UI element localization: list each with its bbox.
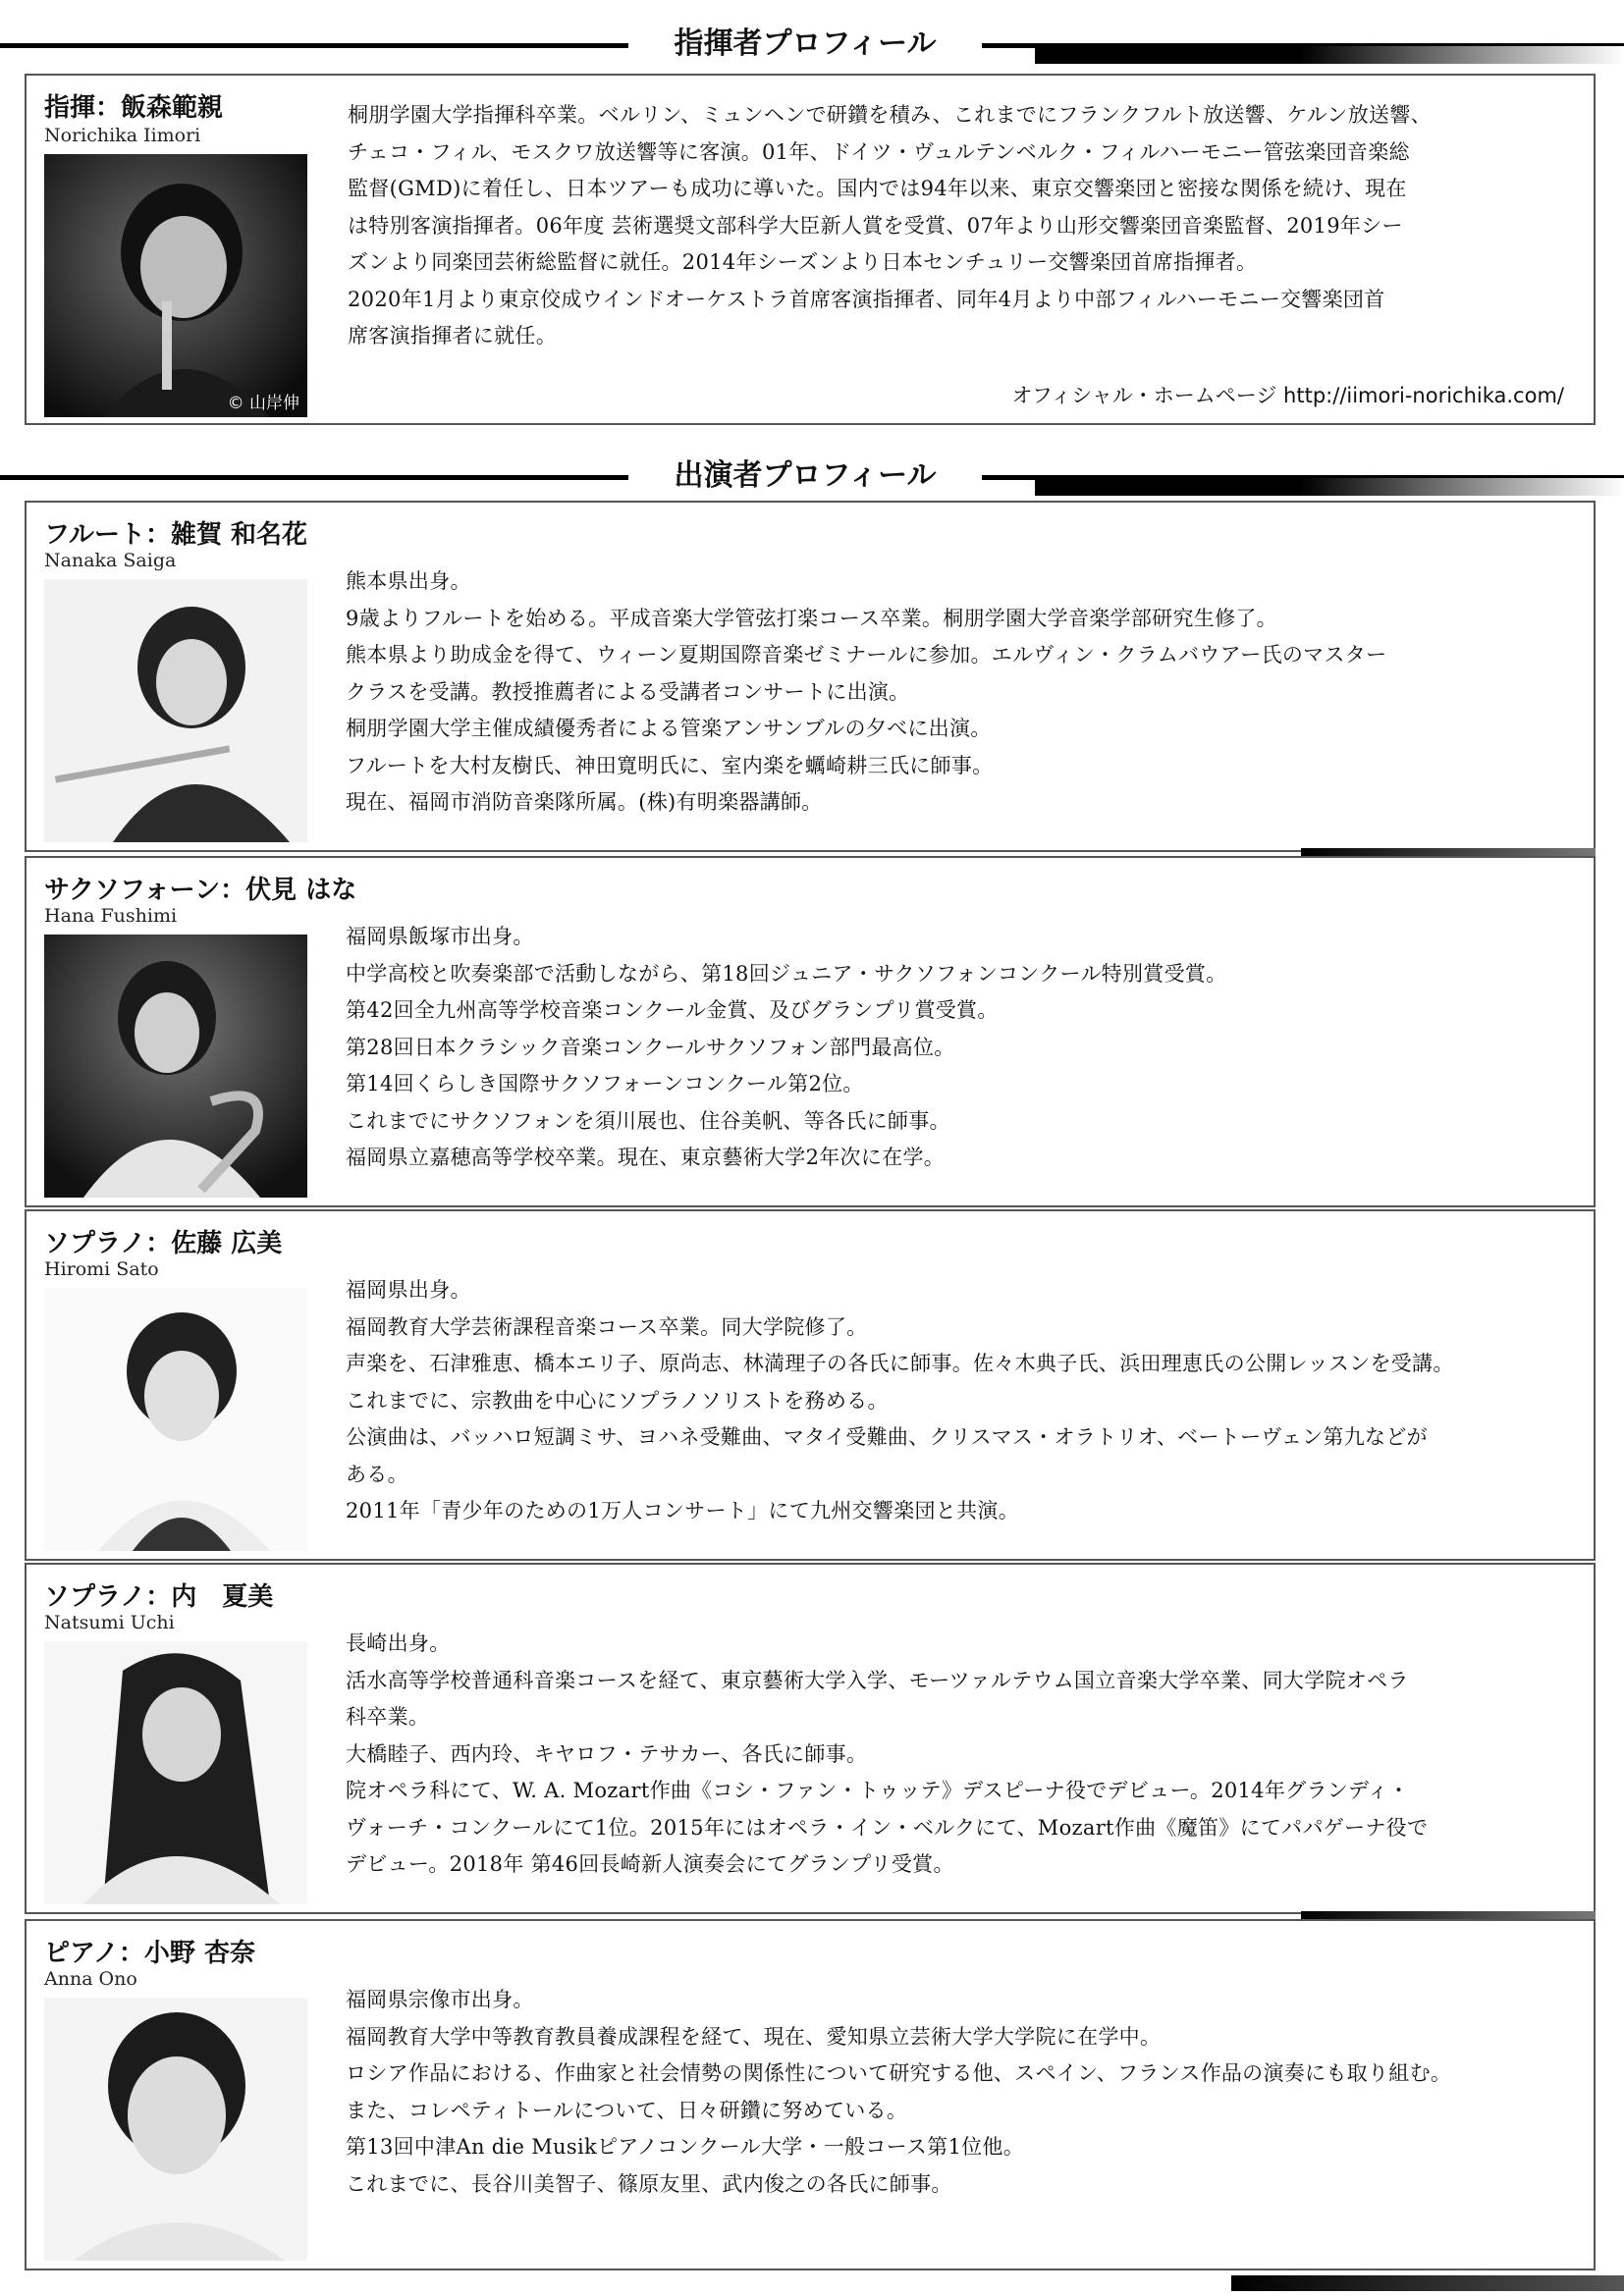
performer-name: ピアノ：小野 杏奈 xyxy=(44,1939,255,1968)
performer-roman-name: Nanaka Saiga xyxy=(44,550,177,571)
footer-accent-bar xyxy=(1231,2275,1624,2291)
header-rule-left xyxy=(0,43,628,48)
bio-line: 中学高校と吹奏楽部で活動しながら、第18回ジュニア・サクソフォンコンクール特別賞受賞。 xyxy=(346,961,1227,986)
performer-bio xyxy=(346,1272,1593,1530)
bio-line: 長崎出身。 xyxy=(346,1631,451,1655)
performer-roman-name: Natsumi Uchi xyxy=(44,1612,175,1633)
performer-bio xyxy=(346,1626,1593,1884)
performer-card-flute xyxy=(25,501,1596,852)
header-rule-left xyxy=(0,475,628,480)
performer-roman-name: Hana Fushimi xyxy=(44,905,178,927)
bio-line: ある。 xyxy=(346,1462,408,1486)
bio-line: 福岡教育大学中等教育教員養成課程を経て、現在、愛知県立芸術大学大学院に在学中。 xyxy=(346,2024,1162,2049)
photo-credit: © 山岸伸 xyxy=(227,394,299,413)
bio-line: 福岡県飯塚市出身。 xyxy=(346,925,534,948)
conductor-bio xyxy=(348,97,1585,355)
bio-line: 公演曲は、バッハロ短調ミサ、ヨハネ受難曲、マタイ受難曲、クリスマス・オラトリオ、ベートーヴェン第九などが xyxy=(346,1425,1428,1449)
bio-line: 声楽を、石津雅恵、橋本エリ子、原尚志、林満理子の各氏に師事。佐々木典子氏、浜田理恵氏の公開レッスンを受講。 xyxy=(346,1352,1454,1375)
performer-section-header xyxy=(0,456,1624,496)
portrait-image xyxy=(44,154,307,417)
performer-photo xyxy=(44,934,307,1198)
portrait-image xyxy=(44,1998,307,2261)
bio-line: フルートを大村友樹氏、神田寛明氏に、室内楽を蠣崎耕三氏に師事。 xyxy=(346,753,994,777)
bio-line: 9歳よりフルートを始める。平成音楽大学管弦打楽コース卒業。桐朋学園大学音楽学部研究生修了。 xyxy=(346,606,1277,630)
card-top-accent xyxy=(1301,848,1596,856)
conductor-name: 指揮：飯森範親 xyxy=(44,93,224,123)
bio-line: 福岡県立嘉穂高等学校卒業。現在、東京藝術大学2年次に在学。 xyxy=(346,1146,946,1169)
performer-bio xyxy=(346,919,1583,1177)
performer-name: ソプラノ：内 夏美 xyxy=(44,1582,274,1612)
performer-bio xyxy=(346,563,1583,822)
performer-card-saxophone xyxy=(25,856,1596,1207)
bio-line: ヴォーチ・コンクールにて1位。2015年にはオペラ・イン・ベルクにて、Mozart作曲《魔笛》にてパパゲーナ役で xyxy=(346,1815,1429,1840)
performer-photo xyxy=(44,1998,307,2261)
bio-line: 第13回中津An die Musikピアノコンクール大学・一般コース第1位他。 xyxy=(346,2135,1025,2159)
bio-line: 第28回日本クラシック音楽コンクールサクソフォン部門最高位。 xyxy=(346,1035,955,1059)
performer-card-soprano-uchi xyxy=(25,1563,1596,1914)
performer-card-piano xyxy=(25,1919,1596,2270)
bio-line: は特別客演指揮者。06年度 芸術選奨文部科学大臣新人賞を受賞、07年より山形交響楽団音楽監督、2019年シー xyxy=(348,213,1403,238)
bio-line: クラスを受講。教授推薦者による受講者コンサートに出演。 xyxy=(346,679,910,704)
bio-line: これまでに、長谷川美智子、篠原友里、武内俊之の各氏に師事。 xyxy=(346,2171,952,2196)
section-title: 出演者プロフィール xyxy=(628,456,982,496)
portrait-image xyxy=(44,1641,307,1904)
performer-name: フルート：雑賀 和名花 xyxy=(44,520,308,550)
bio-line: 福岡教育大学芸術課程音楽コース卒業。同大学院修了。 xyxy=(346,1314,868,1339)
bio-line: 福岡県出身。 xyxy=(346,1278,471,1302)
bio-line: 席客演指揮者に就任。 xyxy=(348,324,557,347)
performer-roman-name: Anna Ono xyxy=(44,1968,137,1990)
bio-line: 監督(GMD)に着任し、日本ツアーも成功に導いた。国内では94年以来、東京交響楽団と密接な関係を続け、現在 xyxy=(348,177,1407,200)
performer-photo xyxy=(44,1288,307,1551)
header-gradient-bar xyxy=(1035,46,1624,64)
bio-line: これまでにサクソフォンを須川展也、住谷美帆、等各氏に師事。 xyxy=(346,1108,950,1133)
bio-line: ズンより同楽団芸術総監督に就任。2014年シーズンより日本センチュリー交響楽団首席指揮者。 xyxy=(348,250,1258,274)
bio-line: これまでに、宗教曲を中心にソプラノソリストを務める。 xyxy=(346,1388,889,1413)
bio-line: 桐朋学園大学指揮科卒業。ベルリン、ミュンヘンで研鑽を積み、これまでにフランクフルト放送響、ケルン放送響、 xyxy=(348,103,1432,127)
conductor-section-header xyxy=(0,25,1624,64)
header-gradient-bar xyxy=(1035,478,1624,496)
bio-line: 第42回全九州高等学校音楽コンクール金賞、及びグランプリ賞受賞。 xyxy=(346,998,999,1022)
bio-line: 桐朋学園大学主催成績優秀者による管楽アンサンブルの夕べに出演。 xyxy=(346,717,992,740)
bio-line: 大橋睦子、西内玲、キヤロフ・テサカー、各氏に師事。 xyxy=(346,1741,868,1766)
bio-line: 福岡県宗像市出身。 xyxy=(346,1988,534,2011)
performer-roman-name: Hiromi Sato xyxy=(44,1258,159,1280)
card-top-accent xyxy=(1301,1911,1596,1919)
performer-name: サクソフォーン：伏見 はな xyxy=(44,876,357,905)
bio-line: 熊本県出身。 xyxy=(346,569,471,593)
bio-line: ロシア作品における、作曲家と社会情勢の関係性について研究する他、スペイン、フランス作品の演奏にも取り組む。 xyxy=(346,2061,1452,2085)
conductor-photo xyxy=(44,154,307,417)
bio-line: 科卒業。 xyxy=(346,1705,430,1729)
section-title: 指揮者プロフィール xyxy=(628,25,982,64)
performer-card-soprano-sato xyxy=(25,1209,1596,1561)
bio-line: 活水高等学校普通科音楽コースを経て、東京藝術大学入学、モーツァルテウム国立音楽大学卒業、同大学院オペラ xyxy=(346,1668,1409,1692)
bio-line: 熊本県より助成金を得て、ウィーン夏期国際音楽ゼミナールに参加。エルヴィン・クラムバウアー氏のマスター xyxy=(346,643,1387,667)
conductor-roman-name: Norichika Iimori xyxy=(44,125,201,146)
bio-line: 現在、福岡市消防音楽隊所属。(株)有明楽器講師。 xyxy=(346,790,823,814)
performer-bio xyxy=(346,1982,1593,2203)
bio-line: デビュー。2018年 第46回長崎新人演奏会にてグランプリ受賞。 xyxy=(346,1852,954,1876)
bio-line: 第14回くらしき国際サクソフォーンコンクール第2位。 xyxy=(346,1072,864,1095)
bio-line: 院オペラ科にて、W. A. Mozart作曲《コシ・ファン・トゥッテ》デスピーナ役でデビュー。2014年グランディ・ xyxy=(346,1779,1410,1802)
performer-name: ソプラノ：佐藤 広美 xyxy=(44,1229,283,1258)
conductor-card xyxy=(25,74,1596,425)
bio-line: また、コレペティトールについて、日々研鑽に努めている。 xyxy=(346,2098,908,2122)
performer-photo xyxy=(44,1641,307,1904)
official-homepage-link[interactable]: オフィシャル・ホームページ http://iimori-norichika.com/ xyxy=(1011,384,1564,407)
performer-photo xyxy=(44,579,307,842)
portrait-image xyxy=(44,934,307,1198)
bio-line: 2011年「青少年のための1万人コンサート」にて九州交響楽団と共演。 xyxy=(346,1499,1020,1522)
bio-line: 2020年1月より東京佼成ウインドオーケストラ首席客演指揮者、同年4月より中部フィルハーモニー交響楽団首 xyxy=(348,287,1385,311)
portrait-image xyxy=(44,1288,307,1551)
bio-line: チェコ・フィル、モスクワ放送響等に客演。01年、ドイツ・ヴュルテンベルク・フィルハーモニー管弦楽団音楽総 xyxy=(348,139,1410,164)
portrait-image xyxy=(44,579,307,842)
